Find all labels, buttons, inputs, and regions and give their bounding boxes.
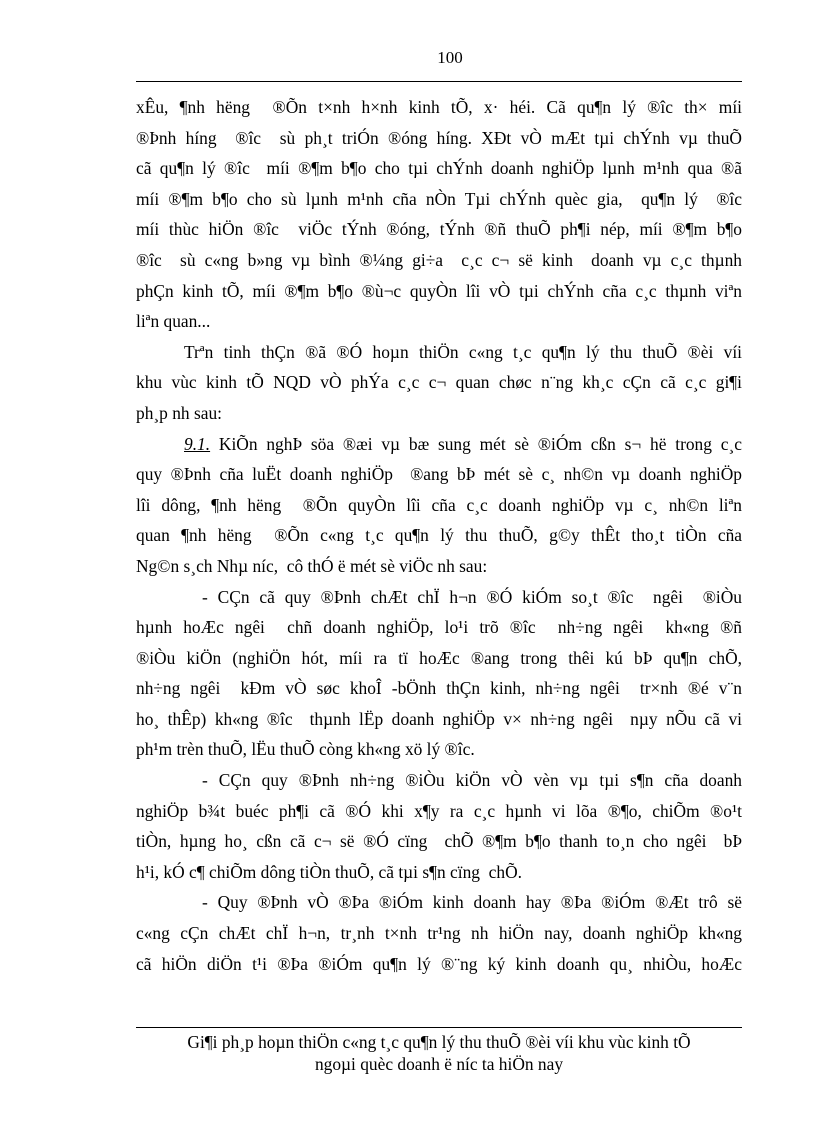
page-number: 100 — [437, 48, 463, 67]
section-heading-text: KiÕn nghÞ söa ®æi vµ bæ sung mét sè ®iÓm cßn s¬ hë trong c¸c — [218, 433, 742, 454]
text-line: lîi dông, ¶nh hëng ®Õn quyÒn lîi cña c¸c doanh nghiÖp vµ c¸ nh©n liªn — [136, 494, 742, 515]
text-line: míi ®¶m b¶o cho sù lµnh m¹nh cña nÒn Tµi chÝnh quèc gia, qu¶n lý ®îc — [136, 188, 742, 209]
page-footer — [136, 1031, 742, 1075]
text-line: quy ®Þnh cña luËt doanh nghiÖp ®ang bÞ mét sè c¸ nh©n vµ doanh nghiÖp — [136, 464, 742, 485]
section-heading-line — [136, 429, 742, 460]
text-line: ®Þnh híng ®îc sù ph¸t triÓn ®óng híng. XÐt vÒ mÆt tµi chÝnh vµ thuÕ — [136, 127, 742, 148]
footer-line-1: Gi¶i ph¸p hoµn thiÖn c«ng t¸c qu¶n lý thu thuÕ ®èi víi khu vùc kinh tÕ — [187, 1032, 691, 1052]
text-line: Ng©n s¸ch Nhµ níc, cô thÓ ë mét sè viÖc nh sau: — [136, 555, 488, 576]
text-line: khu vùc kinh tÕ NQD vÒ phÝa c¸c c¬ quan chøc n¨ng kh¸c cÇn cã c¸c gi¶i — [136, 372, 742, 393]
footer-line-2: ngoµi quèc doanh ë níc ta hiÖn nay — [314, 1054, 564, 1074]
text-line: cã hiÖn diÖn t¹i ®Þa ®iÓm qu¶n lý ®¨ng ký kinh doanh qu¸ nhiÒu, hoÆc — [136, 953, 742, 974]
text-line: cã qu¶n lý ®îc míi ®¶m b¶o cho tµi chÝnh doanh nghiÖp lµnh m¹nh qua ®ã — [136, 158, 742, 179]
text-line: míi thùc hiÖn ®îc viÖc tÝnh ®óng, tÝnh ®ñ thuÕ ph¶i nép, míi ®¶m b¶o — [136, 219, 742, 240]
text-line: ®iÒu kiÖn (nghiÖn hót, míi ra tï hoÆc ®ang trong thêi kú bÞ qu¶n chÕ, — [136, 647, 742, 668]
text-line: c«ng cÇn chÆt chÏ h¬n, tr¸nh t×nh tr¹ng nh hiÖn nay, doanh nghiÖp kh«ng — [136, 923, 742, 944]
text-line: liªn quan... — [136, 311, 211, 332]
text-line: phÇn kinh tÕ, míi ®¶m b¶o ®ù¬c quyÒn lîi vÒ tµi chÝnh cña c¸c thµnh viªn — [136, 280, 742, 301]
text-line: ph¹m trèn thuÕ, lËu thuÕ còng kh«ng xö lý ®îc. — [136, 739, 475, 760]
text-line: h¹i, kÓ c¶ chiÕm dông tiÒn thuÕ, cã tµi s¶n cïng chÕ. — [136, 861, 522, 882]
text-line: tiÒn, hµng ho¸ cßn cã c¬ së ®Ó cïng chÕ ®¶m b¶o thanh to¸n cho ngêi bÞ — [136, 831, 742, 852]
text-line: xÊu, ¶nh hëng ®Õn t×nh h×nh kinh tÕ, x· héi. Cã qu¶n lý ®îc th× míi — [136, 97, 742, 117]
text-line: - CÇn quy ®Þnh nh÷ng ®iÒu kiÖn vÒ vèn vµ tµi s¶n cña doanh — [202, 770, 742, 791]
text-line: quan ¶nh hëng ®Õn c«ng t¸c qu¶n lý thu thuÕ, g©y thÊt tho¸t tiÒn cña — [136, 525, 742, 546]
text-line: hµnh hoÆc ngêi chñ doanh nghiÖp, lo¹i trõ ®îc nh÷ng ngêi kh«ng ®ñ — [136, 617, 742, 638]
text-line: nghiÖp b¾t buéc ph¶i cã ®Ó khi x¶y ra c¸c hµnh vi lõa ®¶o, chiÕm ®o¹t — [136, 800, 742, 821]
section-number: 9.1. — [184, 433, 211, 454]
text-line: - Quy ®Þnh vÒ ®Þa ®iÓm kinh doanh hay ®Þa ®iÓm ®Æt trô së — [202, 892, 742, 913]
footer-rule — [136, 1027, 742, 1028]
text-line: nh÷ng ngêi kÐm vÒ søc khoÎ -bÖnh thÇn kinh, nh÷ng ngêi tr×nh ®é v¨n — [136, 678, 742, 699]
text-line: ho¸ thÊp) kh«ng ®îc thµnh lËp doanh nghiÖp v× nh÷ng ngêi nµy nÕu cã vi — [136, 708, 742, 729]
text-line: ph¸p nh sau: — [136, 402, 222, 423]
body-text — [136, 92, 742, 979]
header-rule — [136, 81, 742, 82]
text-line: - CÇn cã quy ®Þnh chÆt chÏ h¬n ®Ó kiÓm so¸t ®îc ngêi ®iÒu — [202, 586, 742, 607]
text-line: Trªn tinh thÇn ®ã ®Ó hoµn thiÖn c«ng t¸c qu¶n lý thu thuÕ ®èi víi — [184, 341, 742, 362]
text-line: ®îc sù c«ng b»ng vµ bình ®¼ng gi÷a c¸c c¬ së kinh doanh vµ c¸c thµnh — [136, 249, 742, 270]
